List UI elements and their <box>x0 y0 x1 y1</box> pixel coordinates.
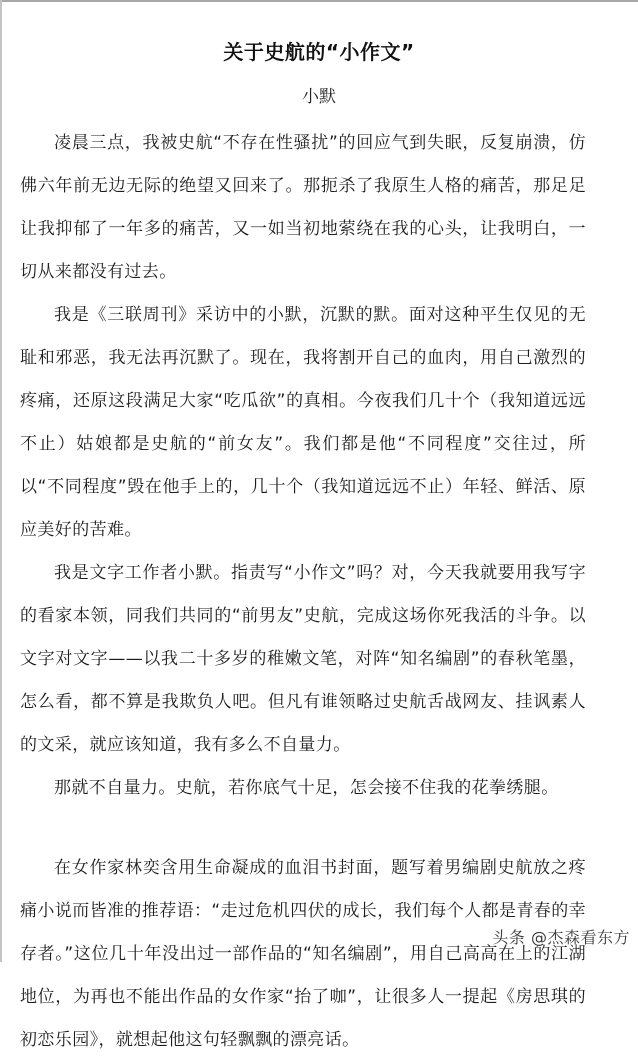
paragraph-5: 在女作家林奕含用生命凝成的血泪书封面，题写着男编剧史航放之疼痛小说而皆准的推荐语：“走过危机四伏的成长，我们每个人都是青春的幸存者。”这位几十年没出过一部作品的“知名编剧”，用自己高高在上的江湖地位，为再也不能出作品的女作家“抬了咖”，让很多人一提起《房思琪的初恋乐园》，就想起他这句轻飘飘的漂亮话。 <box>20 858 587 1050</box>
document-title: 关于史航的“小作文” <box>223 40 415 64</box>
document-author: 小默 <box>302 87 336 107</box>
watermark: 头条 @杰森看东方 <box>492 928 630 947</box>
paragraph-2: 我是《三联周刊》采访中的小默，沉默的默。面对这种平生仅见的无耻和邪恶，我无法再沉默了。现在，我将割开自己的血肉，用自己激烈的疼痛，还原这段满足大家“吃瓜欲”的真相。今夜我们几十个（我知道远远不止）姑娘都是史航的“前女友”。我们都是他“不同程度”交往过，所以“不同程度”毁在他手上的，几十个（我知道远远不止）年轻、鲜活、原应美好的苦难。 <box>20 305 586 540</box>
paragraph-4: 那就不自量力。史航，若你底气十足，怎会接不住我的花拳绣腿。 <box>54 778 559 798</box>
document-body <box>20 122 586 1062</box>
paragraph-1: 凌晨三点，我被史航“不存在性骚扰”的回应气到失眠，反复崩溃，仿佛六年前无边无际的绝望又回来了。那扼杀了我原生人格的痛苦，那足足让我抑郁了一年多的痛苦，又一如当初地萦绕在我的心头，让我明白，一切从来都没有过去。 <box>20 133 586 282</box>
paragraph-3: 我是文字工作者小默。指责写“小作文”吗？对，今天我就要用我写字的看家本领，同我们共同的“前男友”史航，完成这场你死我活的斗争。以文字对文字——以我二十多岁的稚嫩文笔，对阵“知名编剧”的春秋笔墨，怎么看，都不算是我欺负人吧。但凡有谁领略过史航舌战网友、挂讽素人的文采，就应该知道，我有多么不自量力。 <box>20 563 586 755</box>
top-border <box>0 0 638 2</box>
left-border <box>0 0 2 962</box>
